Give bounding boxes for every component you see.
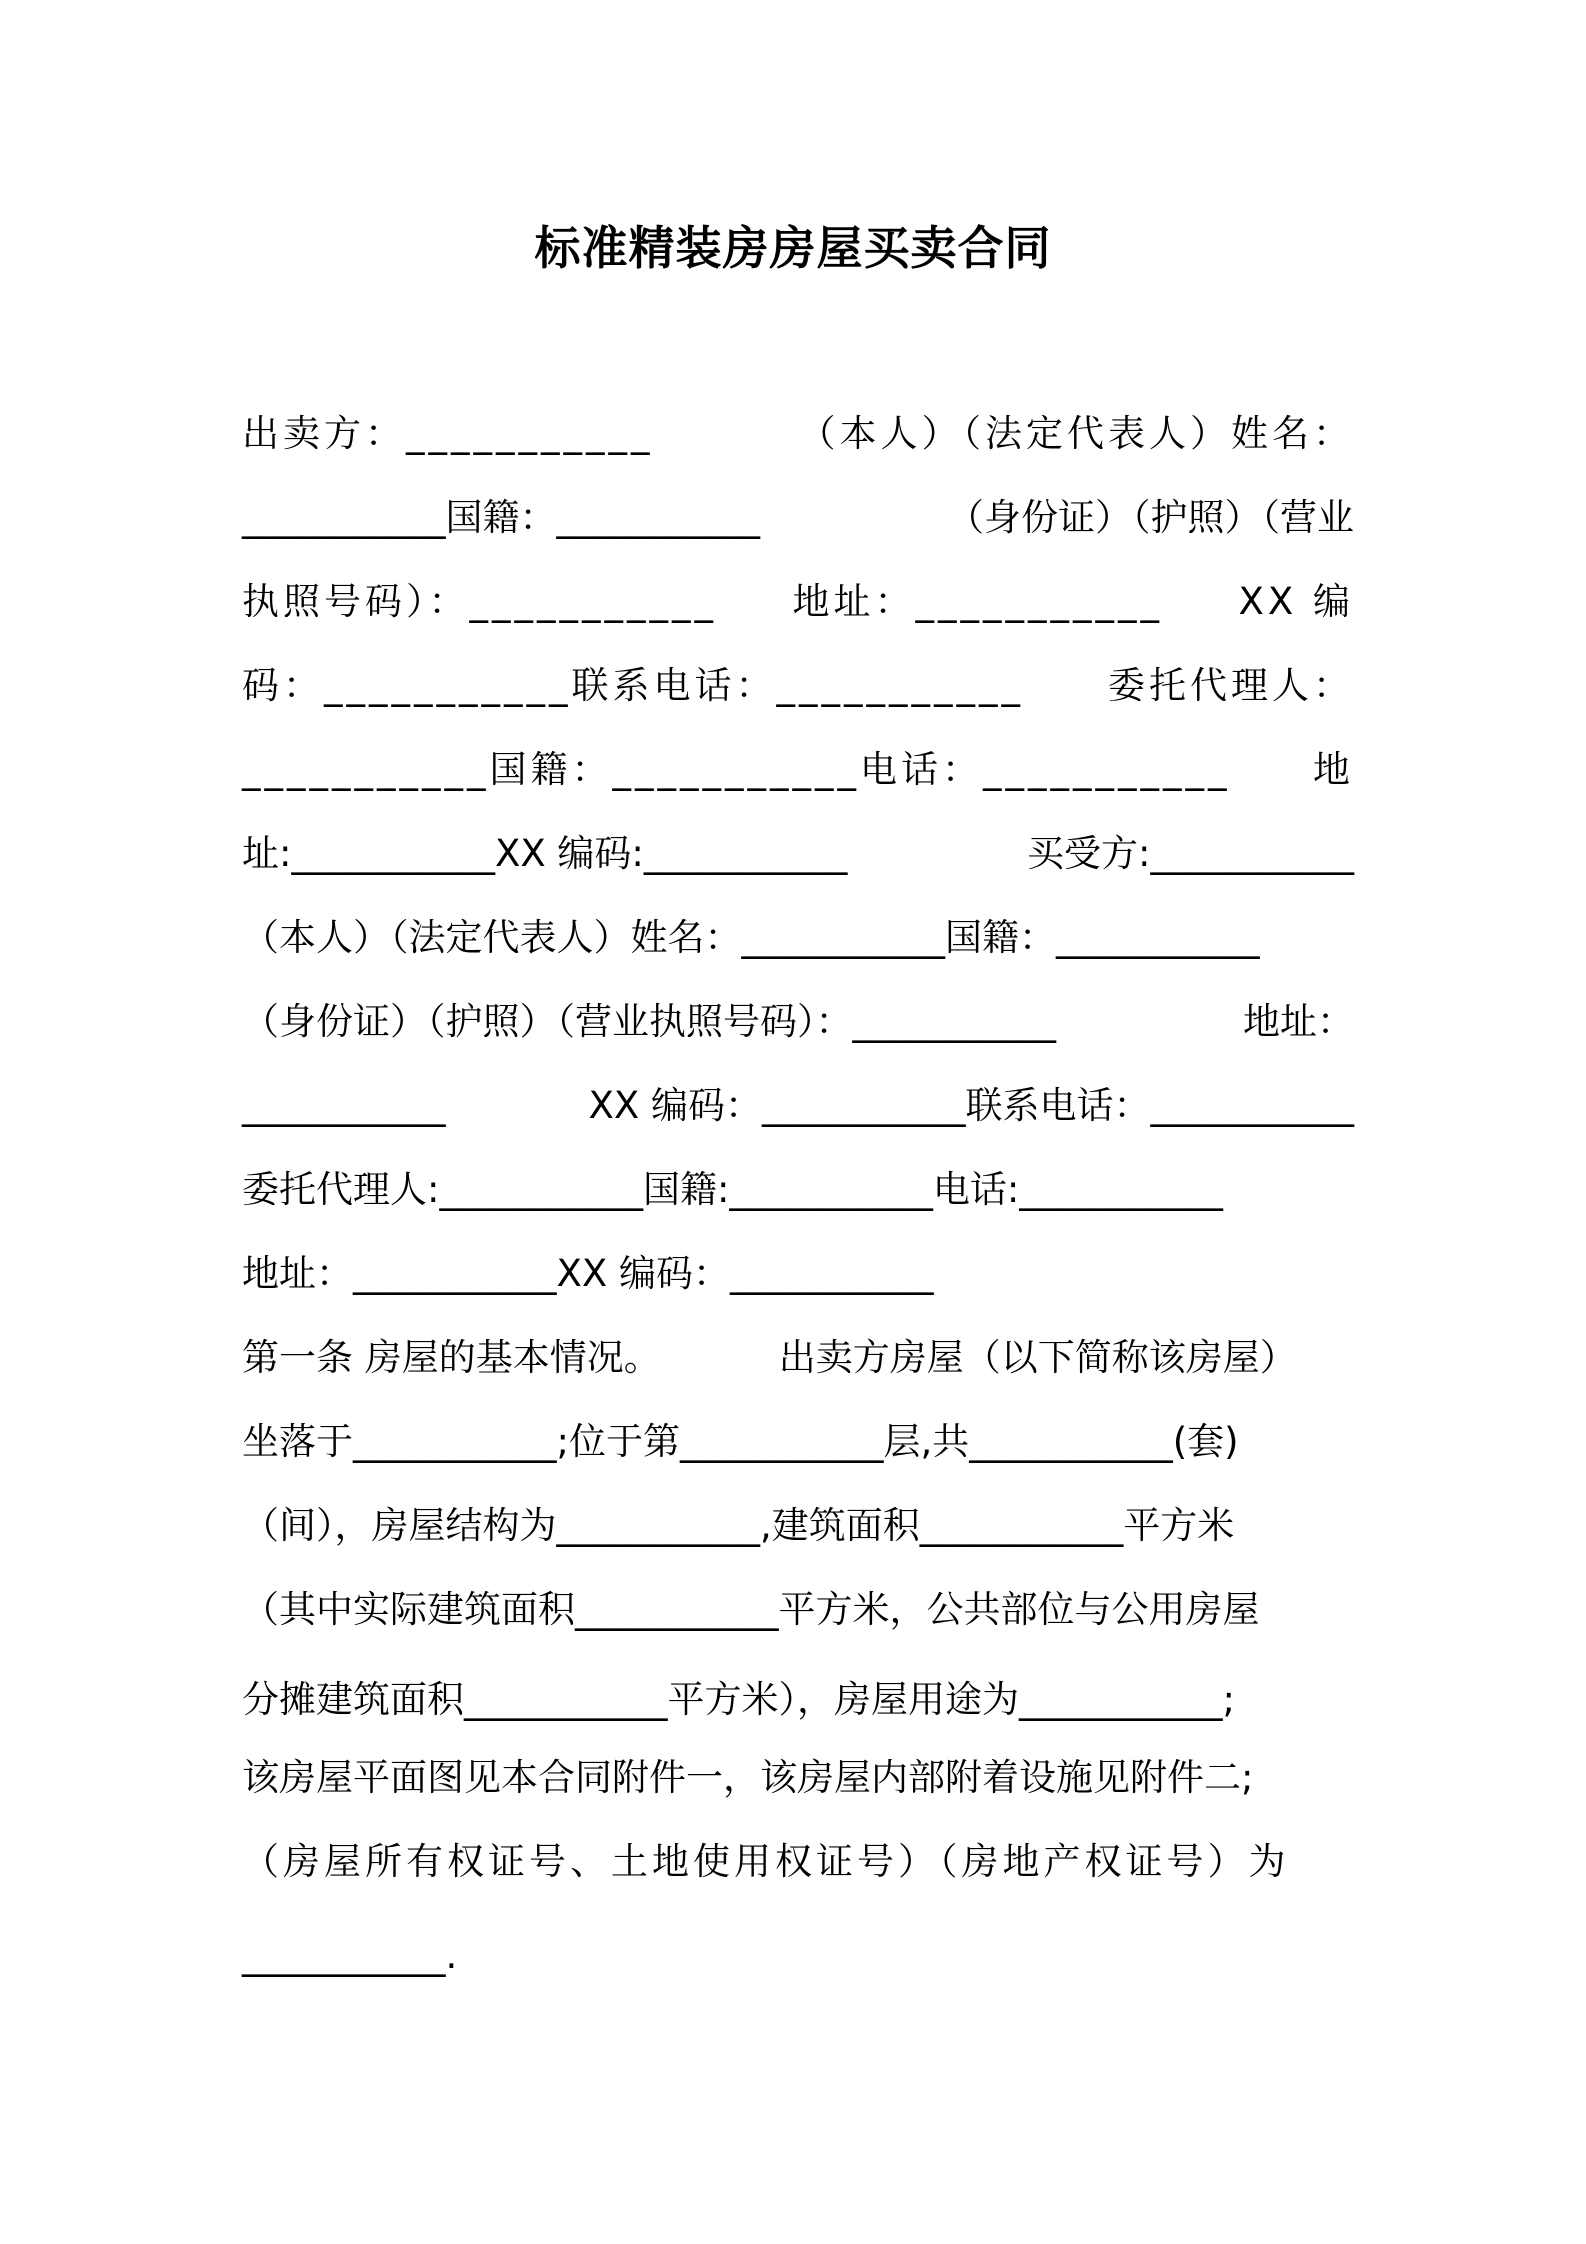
seller-agent-details-text: ___________国籍：___________电话：___________ xyxy=(242,748,1231,791)
house-area-text: （其中实际建筑面积___________平方米，公共部位与公用房屋 xyxy=(242,1588,1260,1631)
text-line-seller-address xyxy=(242,572,1354,632)
buyer-address-label-text: 地址： xyxy=(1243,1000,1354,1043)
house-structure-text: （间），房屋结构为___________,建筑面积___________平方米 xyxy=(242,1504,1235,1547)
buyer-agent-address-text: 地址：___________XX 编码：___________ xyxy=(242,1252,934,1295)
text-line-buyer xyxy=(242,824,1354,884)
house-attachments-text: 该房屋平面图见本合同附件一，该房屋内部附着设施见附件二; xyxy=(242,1756,1254,1799)
buyer-id-text: （身份证）（护照）（营业执照号码）：___________ xyxy=(242,1000,1056,1043)
text-line-seller-nationality xyxy=(242,488,1354,548)
buyer-address-blank-text: ___________ xyxy=(242,1084,446,1127)
article-one-intro-text: 出卖方房屋（以下简称该房屋） xyxy=(778,1336,1297,1379)
seller-license-text: 执照号码）：___________ xyxy=(242,580,717,623)
buyer-identity-text: （本人）（法定代表人）姓名：___________国籍：___________ xyxy=(242,916,1260,959)
house-certificates-text: （房屋所有权证号、土地使用权证号）（房地产权证号）为 xyxy=(242,1840,1290,1883)
seller-id-type-text: （身份证）（护照）（营业 xyxy=(947,496,1354,539)
seller-code-phone-text: 码：___________联系电话：___________ xyxy=(242,664,1024,707)
text-line-seller xyxy=(242,404,1354,464)
seller-identity-text: （本人）（法定代表人）姓名： xyxy=(798,412,1354,455)
text-line-certificate-number xyxy=(242,1926,1354,1986)
text-line-buyer-phone xyxy=(242,1076,1354,1136)
seller-agent-address-text: 址:___________XX 编码:___________ xyxy=(242,832,848,875)
text-line-buyer-agent xyxy=(242,1160,1354,1220)
text-line-structure xyxy=(242,1496,1354,1556)
text-line-buyer-id xyxy=(242,992,1354,1052)
seller-name-nationality-text: ___________国籍：___________ xyxy=(242,496,760,539)
text-line-seller-agent xyxy=(242,740,1354,800)
text-line-article-one xyxy=(242,1328,1354,1388)
seller-postcode-label-text: XX 编 xyxy=(1238,580,1354,623)
text-line-area xyxy=(242,1580,1354,1640)
certificate-number-blank-text: ___________. xyxy=(242,1934,458,1977)
buyer-label-text: 买受方:___________ xyxy=(1027,832,1354,875)
document-title: 标准精装房房屋买卖合同 xyxy=(534,221,1052,275)
buyer-agent-text: 委托代理人:___________国籍:___________电话:___________ xyxy=(242,1168,1223,1211)
text-line-buyer-agent-address xyxy=(242,1244,1354,1304)
text-line-attachments xyxy=(242,1748,1354,1808)
seller-agent-address-label-text: 地 xyxy=(1313,748,1354,791)
text-line-seller-phone xyxy=(242,656,1354,716)
text-line-certificates xyxy=(242,1832,1354,1892)
house-usage-text: 分摊建筑面积___________平方米），房屋用途为___________; xyxy=(242,1678,1235,1721)
article-one-heading: 第一条 房屋的基本情况。 xyxy=(242,1336,661,1379)
seller-address-text: 地址：___________ xyxy=(792,580,1164,623)
text-line-location xyxy=(242,1412,1354,1472)
seller-agent-label-text: 委托代理人： xyxy=(1108,664,1354,707)
house-location-text: 坐落于___________;位于第___________层,共___________(套) xyxy=(242,1420,1239,1463)
seller-label-text: 出卖方：___________ xyxy=(242,412,654,455)
buyer-code-phone-text: XX 编码：___________联系电话：___________ xyxy=(588,1084,1354,1127)
text-line-buyer-identity xyxy=(242,908,1354,968)
text-line-usage xyxy=(242,1670,1354,1730)
